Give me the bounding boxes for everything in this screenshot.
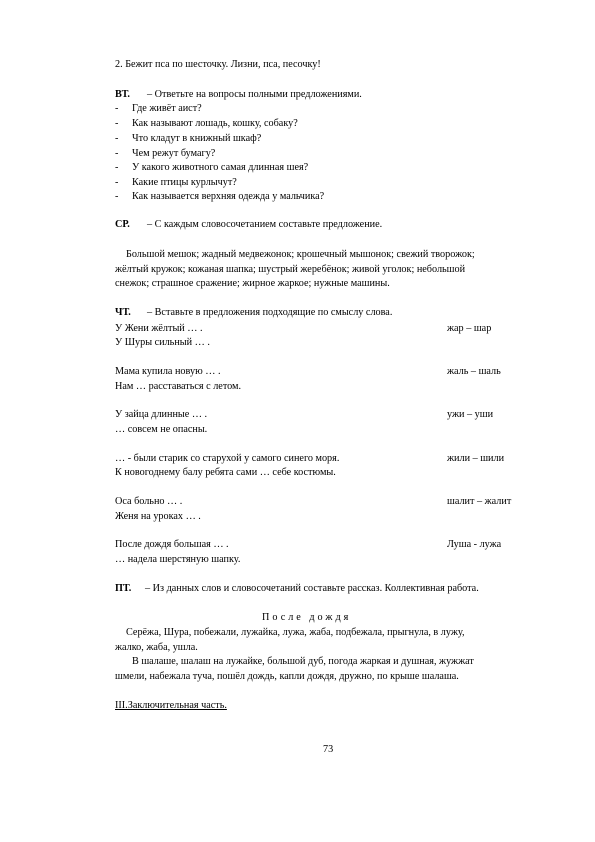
cht-sentence: После дождя большая … .	[115, 539, 229, 550]
cht-word-pair: Луша - лужа	[447, 539, 502, 550]
sr-instruction: – С каждым словосочетанием составьте предложение.	[147, 219, 383, 230]
list-bullet: -	[115, 148, 119, 159]
pt-label: ПТ.	[115, 583, 132, 594]
page-number: 73	[323, 744, 334, 755]
sr-phrases-line: жёлтый кружок; кожаная шапка; шустрый жеребёнок; живой уголок; небольшой	[115, 264, 466, 275]
cht-sentence: Нам … расставаться с летом.	[115, 381, 242, 392]
cht-sentence: … надела шерстяную шапку.	[115, 554, 241, 565]
cht-word-pair: жили – шили	[447, 453, 505, 464]
cht-sentence: … совсем не опасны.	[115, 424, 208, 435]
story-line: В шалаше, шалаш на лужайке, большой дуб, погода жаркая и душная, жужжат	[132, 656, 474, 667]
list-bullet: -	[115, 191, 119, 202]
closing-part-heading: III.Заключительная часть.	[115, 700, 227, 711]
cht-sentence: У Жени жёлтый … .	[115, 323, 203, 334]
cht-word-pair: жар – шар	[447, 323, 492, 334]
list-bullet: -	[115, 177, 119, 188]
sr-label: СР.	[115, 219, 130, 230]
vt-label: ВТ.	[115, 89, 130, 100]
story-line: жалко, жаба, ушла.	[115, 642, 198, 653]
cht-sentence: У Шуры сильный … .	[115, 337, 210, 348]
cht-sentence: У зайца длинные … .	[115, 409, 208, 420]
vt-question: Чем режут бумагу?	[132, 148, 216, 159]
sr-phrases-line: Большой мешок; жадный медвежонок; крошечный мышонок; свежий творожок;	[126, 249, 475, 260]
cht-word-pair: шалит – жалит	[447, 496, 512, 507]
story-line: шмели, набежала туча, пошёл дождь, капли дождя, дружно, по крыше шалаша.	[115, 671, 459, 682]
vt-question: Как называют лошадь, кошку, собаку?	[132, 118, 298, 129]
vt-question: Какие птицы курлычут?	[132, 177, 237, 188]
cht-instruction: – Вставьте в предложения подходящие по смыслу слова.	[147, 307, 393, 318]
vt-question: Где живёт аист?	[132, 103, 202, 114]
cht-sentence: Женя на уроках … .	[115, 511, 201, 522]
list-bullet: -	[115, 133, 119, 144]
task-2-text: 2. Бежит пса по шесточку. Лизни, пса, песочку!	[115, 59, 321, 70]
list-bullet: -	[115, 103, 119, 114]
cht-sentence: Мама купила новую … .	[115, 366, 221, 377]
sr-phrases-line: снежок; страшное сражение; жирное жаркое; нужные машины.	[115, 278, 390, 289]
vt-instruction: – Ответьте на вопросы полными предложениями.	[147, 89, 362, 100]
list-bullet: -	[115, 162, 119, 173]
cht-label: ЧТ.	[115, 307, 131, 318]
cht-word-pair: жаль – шаль	[447, 366, 501, 377]
story-line: Серёжа, Шура, побежали, лужайка, лужа, жаба, подбежала, прыгнула, в лужу,	[126, 627, 465, 638]
list-bullet: -	[115, 118, 119, 129]
story-title: После дождя	[262, 612, 352, 623]
vt-question: Что кладут в книжный шкаф?	[132, 133, 262, 144]
cht-sentence: Оса больно … .	[115, 496, 183, 507]
cht-sentence: К новогоднему балу ребята сами … себе костюмы.	[115, 467, 336, 478]
vt-question: Как называется верхняя одежда у мальчика?	[132, 191, 325, 202]
cht-word-pair: ужи – уши	[447, 409, 494, 420]
vt-question: У какого животного самая длинная шея?	[132, 162, 309, 173]
pt-instruction: – Из данных слов и словосочетаний составьте рассказ. Коллективная работа.	[145, 583, 479, 594]
cht-sentence: … - были старик со старухой у самого синего моря.	[115, 453, 340, 464]
